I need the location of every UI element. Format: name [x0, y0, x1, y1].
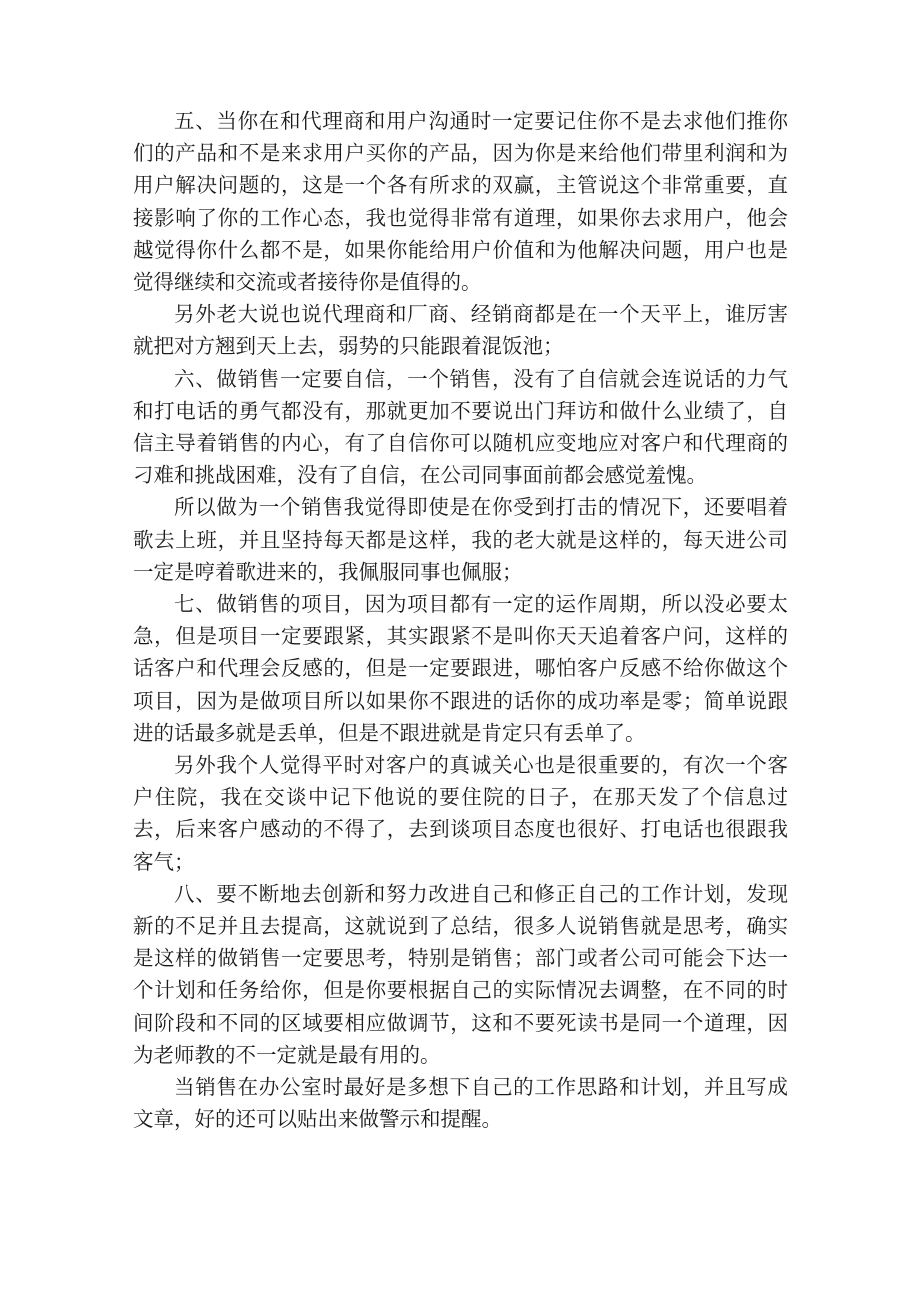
- paragraph-5-supplement: 另外老大说也说代理商和厂商、经销商都是在一个天平上，谁厉害就把对方翘到天上去，弱势的只能跟着混饭池；: [133, 302, 788, 359]
- paragraph-6-supplement: 所以做为一个销售我觉得即使是在你受到打击的情况下，还要唱着歌去上班，并且坚持每天都是这样，我的老大就是这样的，每天进公司一定是哼着歌进来的，我佩服同事也佩服；: [133, 495, 788, 584]
- paragraph-8: 八、要不断地去创新和努力改进自己和修正自己的工作计划，发现新的不足并且去提高，这就说到了总结，很多人说销售就是思考，确实是这样的做销售一定要思考，特别是销售；部门或者公司可能会下达一个计划和任务给你，但是你要根据自己的实际情况去调整，在不同的时间阶段和不同的区域要相应做调节，这和不要死读书是同一个道理，因为老师教的不一定就是最有用的。: [133, 881, 788, 1067]
- document-body: [133, 105, 788, 1136]
- paragraph-6: 六、做销售一定要自信，一个销售，没有了自信就会连说话的力气和打电话的勇气都没有，那就更加不要说出门拜访和做什么业绩了，自信主导着销售的内心，有了自信你可以随机应变地应对客户和代理商的刁难和挑战困难，没有了自信，在公司同事面前都会感觉羞愧。: [133, 366, 788, 488]
- paragraph-7: 七、做销售的项目，因为项目都有一定的运作周期，所以没必要太急，但是项目一定要跟紧，其实跟紧不是叫你天天追着客户问，这样的话客户和代理会反感的，但是一定要跟进，哪怕客户反感不给你做这个项目，因为是做项目所以如果你不跟进的话你的成功率是零；简单说跟进的话最多就是丢单，但是不跟进就是肯定只有丢单了。: [133, 592, 788, 745]
- paragraph-5: 五、当你在和代理商和用户沟通时一定要记住你不是去求他们推你们的产品和不是来求用户买你的产品，因为你是来给他们带里利润和为用户解决问题的，这是一个各有所求的双赢，主管说这个非常重要，直接影响了你的工作心态，我也觉得非常有道理，如果你去求用户，他会越觉得你什么都不是，如果你能给用户价值和为他解决问题，用户也是觉得继续和交流或者接待你是值得的。: [133, 109, 788, 295]
- paragraph-8-supplement: 当销售在办公室时最好是多想下自己的工作思路和计划，并且写成文章，好的还可以贴出来做警示和提醒。: [133, 1075, 788, 1132]
- paragraph-7-supplement: 另外我个人觉得平时对客户的真诚关心也是很重要的，有次一个客户住院，我在交谈中记下他说的要住院的日子，在那天发了个信息过去，后来客户感动的不得了，去到谈项目态度也很好、打电话也很跟我客气；: [133, 753, 788, 874]
